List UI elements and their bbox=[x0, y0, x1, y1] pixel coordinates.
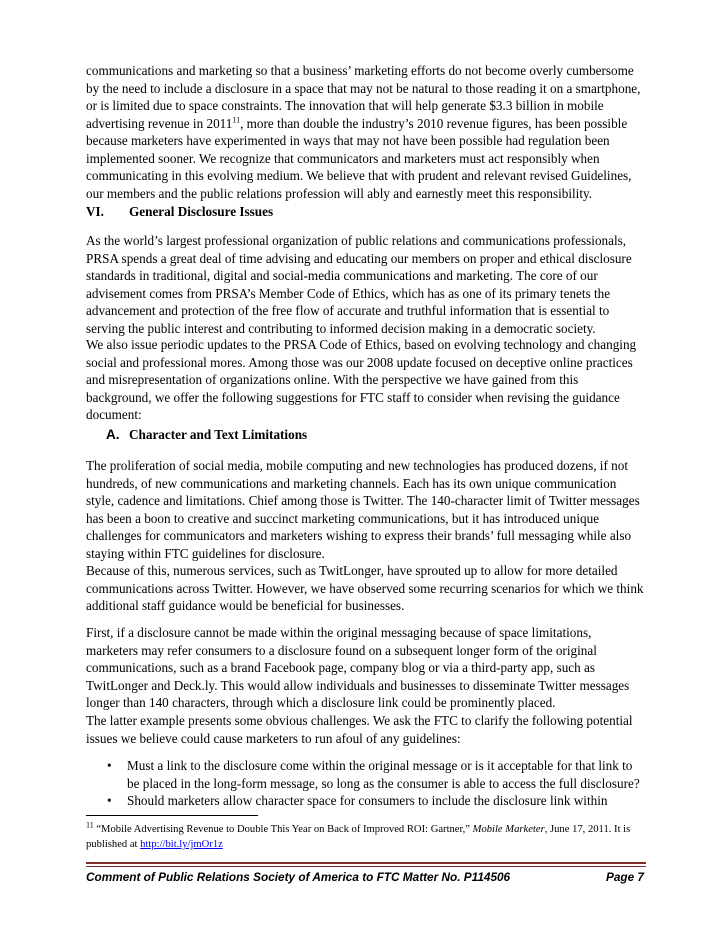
section-title: General Disclosure Issues bbox=[129, 204, 274, 219]
footnote-after: , June 17, 2011. It is published at bbox=[86, 824, 631, 850]
paragraph-a-2 bbox=[86, 562, 646, 615]
bullet-text: Should marketers allow character space for consumers to include the disclosure link within bbox=[127, 793, 608, 808]
footnote-number: 11 bbox=[86, 820, 94, 830]
intro-paragraph bbox=[86, 62, 646, 202]
footnote-publication: Mobile Marketer bbox=[472, 824, 545, 835]
paragraph-a-3 bbox=[86, 624, 646, 712]
paragraph-text: First, if a disclosure cannot be made within the original messaging because of space limitations, marketers may refer consumers to a disclosure found on a subsequent longer form of the original communications, such as a brand Facebook page, company blog or via a third-party app, such as TwitLonger and Deck.ly. This would allow individuals and businesses to disseminate Twitter messages longer than 140 characters, through which a disclosure link could be prominently placed. bbox=[86, 625, 630, 710]
subsection-title: Character and Text Limitations bbox=[129, 427, 308, 442]
list-item bbox=[86, 757, 646, 792]
section-heading-vi bbox=[86, 203, 273, 221]
page-number: Page 7 bbox=[605, 870, 644, 884]
page-footer bbox=[86, 869, 646, 885]
bullet-list bbox=[86, 757, 646, 810]
paragraph-text: We also issue periodic updates to the PRSA Code of Ethics, based on evolving technology and changing social and professional mores. Among those was our 2008 update focused on deceptive online practices and misrepresentation of organizations online. With the perspective we have gained from this background, we offer the following suggestions for FTC staff to consider when revising the guidance document: bbox=[86, 337, 637, 422]
footer-rule bbox=[86, 862, 646, 864]
footnote-separator bbox=[86, 815, 258, 816]
footer-rule-thin bbox=[86, 866, 646, 867]
paragraph-text: As the world’s largest professional organization of public relations and communications professionals, PRSA spends a great deal of time advising and educating our members on proper and ethical disclosure standards in traditional, digital and social-media communications and marketing. The core of our advisement comes from PRSA’s Member Code of Ethics, which has as one of its primary tenets the advancement and protection of the free flow of accurate and truthful information that is essential to serving the public interest and contributing to informed decision making in a democratic society. bbox=[86, 233, 632, 336]
list-item bbox=[86, 792, 646, 810]
footnote bbox=[86, 822, 646, 852]
paragraph-a-4 bbox=[86, 712, 646, 747]
subsection-heading-a bbox=[106, 426, 307, 444]
footer-title: Comment of Public Relations Society of America to FTC Matter No. P114506 bbox=[86, 870, 511, 884]
intro-text-part1: communications and marketing so that a business’ marketing efforts do not become overly cumbersome by the need to include a disclosure in a space that may not be natural to those reading it on a smartphone, or is limited due to space constraints. The innovation that will help generate $3.3 billion in mobile advertising revenue in 2011 bbox=[86, 63, 641, 131]
bullet-text: Must a link to the disclosure come within the original message or is it acceptable for that link to be placed in the long-form message, so long as the consumer is able to access the full disclosure? bbox=[127, 758, 640, 791]
paragraph-text: The latter example presents some obvious challenges. We ask the FTC to clarify the following potential issues we believe could cause marketers to run afoul of any guidelines: bbox=[86, 713, 633, 746]
section-number: VI. bbox=[86, 204, 104, 219]
paragraph-text: The proliferation of social media, mobile computing and new technologies has produced dozens, if not hundreds, of new communications and marketing channels. Each has its own unique communication style, cadence and limitations. Chief among those is Twitter. The 140-character limit of Twitter messages has been a boon to creative and succinct marketing communications, but it has introduced unique challenges for communicators and marketers wishing to express their brands’ full messaging while also staying within FTC guidelines for disclosure. bbox=[86, 458, 640, 561]
subsection-letter: A. bbox=[106, 427, 120, 442]
footnote-quote: “Mobile Advertising Revenue to Double This Year on Back of Improved ROI: Gartner,” bbox=[93, 824, 470, 835]
paragraph-vi-2 bbox=[86, 336, 646, 424]
paragraph-text: Because of this, numerous services, such as TwitLonger, have sprouted up to allow for more detailed communications across Twitter. However, we have observed some recurring scenarios for which we think additional staff guidance would be beneficial for businesses. bbox=[86, 563, 644, 613]
intro-text-part2: , more than double the industry’s 2010 revenue figures, has been possible because marketers have experimented in ways that may not have been possible had regulation been implemented sooner. We recognize that communicators and marketers must act responsibly when communicating in this evolving medium. We believe that with prudent and relevant revised Guidelines, our members and the public relations profession will ably and earnestly meet this responsibility. bbox=[86, 115, 632, 201]
bullet-icon: • bbox=[107, 793, 112, 808]
bullet-icon: • bbox=[107, 758, 112, 773]
footnote-reference[interactable]: 11 bbox=[232, 115, 241, 125]
footnote-link[interactable]: http://bit.ly/jmOr1z bbox=[140, 839, 223, 850]
paragraph-a-1 bbox=[86, 457, 646, 562]
paragraph-vi-1 bbox=[86, 232, 646, 337]
